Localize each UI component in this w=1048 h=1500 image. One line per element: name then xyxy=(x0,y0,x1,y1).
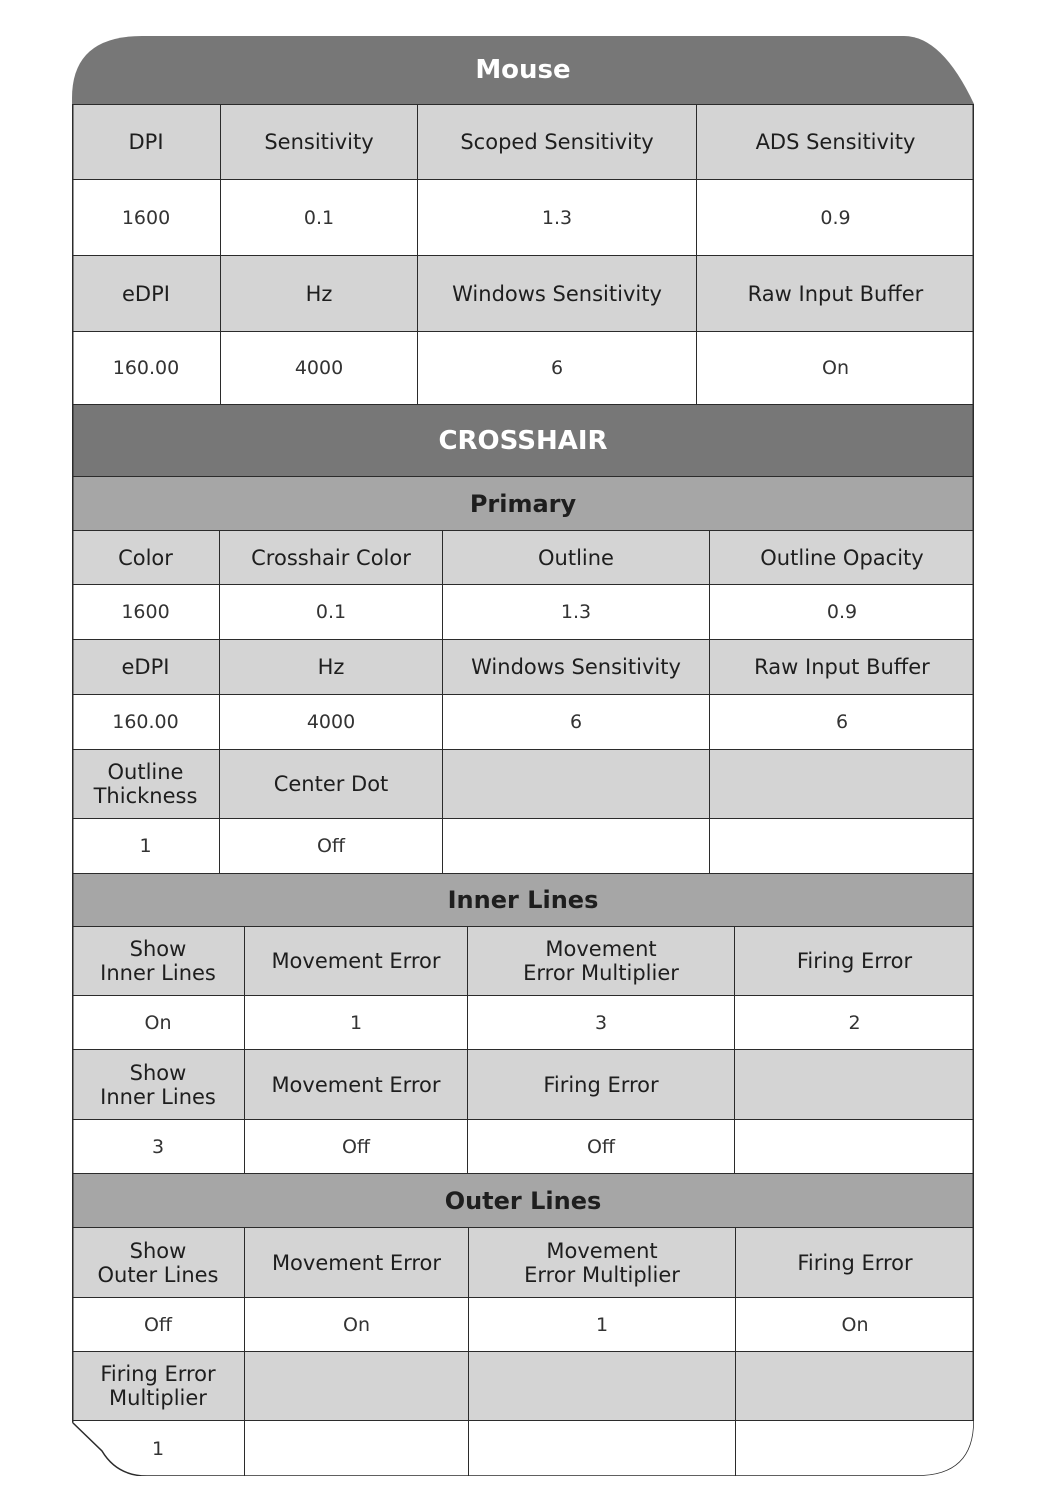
label-movement-error-multiplier: Movement Error Multiplier xyxy=(469,1228,736,1297)
primary-section-title: Primary xyxy=(72,477,974,531)
value-empty xyxy=(443,819,710,873)
primary-label-row-2 xyxy=(72,640,974,695)
value-outline-opacity: 0.9 xyxy=(826,601,858,623)
value-raw-input-buffer: 6 xyxy=(835,711,849,733)
value-movement-error-multiplier: 1 xyxy=(469,1298,736,1351)
label-show-inner-lines: Show Inner Lines xyxy=(72,927,245,995)
value-firing-error: 2 xyxy=(848,1011,861,1034)
value-ads-sensitivity: 0.9 xyxy=(820,206,851,229)
outer-value-row-2 xyxy=(72,1421,974,1476)
primary-label-row-3 xyxy=(72,750,974,819)
value-hz: 4000 xyxy=(220,695,443,749)
label-dpi: DPI xyxy=(72,105,221,179)
value-show-inner-lines: 3 xyxy=(72,1120,245,1173)
value-show-outer-lines: Off xyxy=(72,1298,245,1351)
label-windows-sensitivity: Windows Sensitivity xyxy=(443,640,710,694)
value-edpi: 160.00 xyxy=(72,695,220,749)
label-crosshair-color: Crosshair Color xyxy=(220,531,443,584)
label-center-dot: Center Dot xyxy=(220,750,443,818)
primary-value-row-3 xyxy=(72,819,974,874)
primary-label-row-1 xyxy=(72,531,974,585)
value-hz: 4000 xyxy=(221,332,418,404)
value-show-inner-lines: On xyxy=(72,996,245,1049)
label-show-outer-lines: Show Outer Lines xyxy=(72,1228,245,1297)
value-edpi: 160.00 xyxy=(72,332,221,404)
mouse-title: Mouse xyxy=(475,55,571,85)
label-sensitivity: Sensitivity xyxy=(221,105,418,179)
value-firing-error: Off xyxy=(468,1120,735,1173)
value-empty xyxy=(736,1421,974,1476)
label-outline-opacity: Outline Opacity xyxy=(760,545,924,570)
label-firing-error: Firing Error xyxy=(796,949,913,973)
label-raw-input-buffer: Raw Input Buffer xyxy=(747,281,924,306)
primary-value-row-2 xyxy=(72,695,974,750)
label-movement-error: Movement Error xyxy=(245,1050,468,1119)
label-firing-error: Firing Error xyxy=(797,1250,913,1275)
outer-value-row-1 xyxy=(72,1298,974,1352)
value-empty xyxy=(245,1421,469,1476)
mouse-label-row-1 xyxy=(72,104,974,180)
value-outline: 1.3 xyxy=(443,585,710,639)
label-firing-error-multiplier: Firing Error Multiplier xyxy=(72,1352,245,1420)
value-empty xyxy=(469,1421,736,1476)
inner-label-row-1 xyxy=(72,927,974,996)
label-edpi: eDPI xyxy=(72,640,220,694)
label-hz: Hz xyxy=(220,640,443,694)
label-empty xyxy=(469,1352,736,1420)
settings-card xyxy=(72,36,974,1476)
label-edpi: eDPI xyxy=(72,256,221,331)
label-windows-sensitivity: Windows Sensitivity xyxy=(418,256,697,331)
value-empty xyxy=(735,1120,974,1173)
value-raw-input-buffer: On xyxy=(822,357,849,379)
label-scoped-sensitivity: Scoped Sensitivity xyxy=(418,105,697,179)
value-outline-thickness: 1 xyxy=(72,819,220,873)
label-movement-error: Movement Error xyxy=(245,1228,469,1297)
value-movement-error: Off xyxy=(245,1120,468,1173)
value-crosshair-color: 0.1 xyxy=(220,585,443,639)
value-windows-sensitivity: 6 xyxy=(418,332,697,404)
value-scoped-sensitivity: 1.3 xyxy=(418,180,697,255)
value-center-dot: Off xyxy=(220,819,443,873)
outer-label-row-1 xyxy=(72,1228,974,1298)
value-windows-sensitivity: 6 xyxy=(443,695,710,749)
value-movement-error: 1 xyxy=(245,996,468,1049)
label-outline-thickness: Outline Thickness xyxy=(72,750,220,818)
label-movement-error: Movement Error xyxy=(245,927,468,995)
value-movement-error: On xyxy=(245,1298,469,1351)
label-empty xyxy=(245,1352,469,1420)
mouse-value-row-1 xyxy=(72,180,974,256)
mouse-label-row-2 xyxy=(72,256,974,332)
outer-label-row-2 xyxy=(72,1352,974,1421)
label-ads-sensitivity: ADS Sensitivity xyxy=(755,130,916,154)
outer-lines-section-title: Outer Lines xyxy=(72,1174,974,1228)
value-dpi: 1600 xyxy=(72,180,221,255)
inner-lines-section-title: Inner Lines xyxy=(72,874,974,927)
mouse-value-row-2 xyxy=(72,332,974,405)
label-show-inner-lines: Show Inner Lines xyxy=(72,1050,245,1119)
label-empty xyxy=(736,1352,974,1420)
label-raw-input-buffer: Raw Input Buffer xyxy=(754,655,930,679)
label-color: Color xyxy=(72,531,220,584)
crosshair-title: CROSSHAIR xyxy=(72,405,974,477)
label-hz: Hz xyxy=(221,256,418,331)
inner-label-row-2 xyxy=(72,1050,974,1120)
label-movement-error-multiplier: Movement Error Multiplier xyxy=(468,927,735,995)
inner-value-row-1 xyxy=(72,996,974,1050)
value-movement-error-multiplier: 3 xyxy=(468,996,735,1049)
label-empty xyxy=(735,1050,974,1119)
label-empty xyxy=(710,750,974,818)
label-firing-error: Firing Error xyxy=(468,1050,735,1119)
value-firing-error: On xyxy=(841,1313,869,1336)
value-empty xyxy=(710,819,974,873)
label-outline: Outline xyxy=(443,531,710,584)
inner-value-row-2 xyxy=(72,1120,974,1174)
primary-value-row-1 xyxy=(72,585,974,640)
value-color: 1600 xyxy=(72,585,220,639)
label-empty xyxy=(443,750,710,818)
value-sensitivity: 0.1 xyxy=(221,180,418,255)
value-firing-error-multiplier: 1 xyxy=(72,1421,245,1476)
